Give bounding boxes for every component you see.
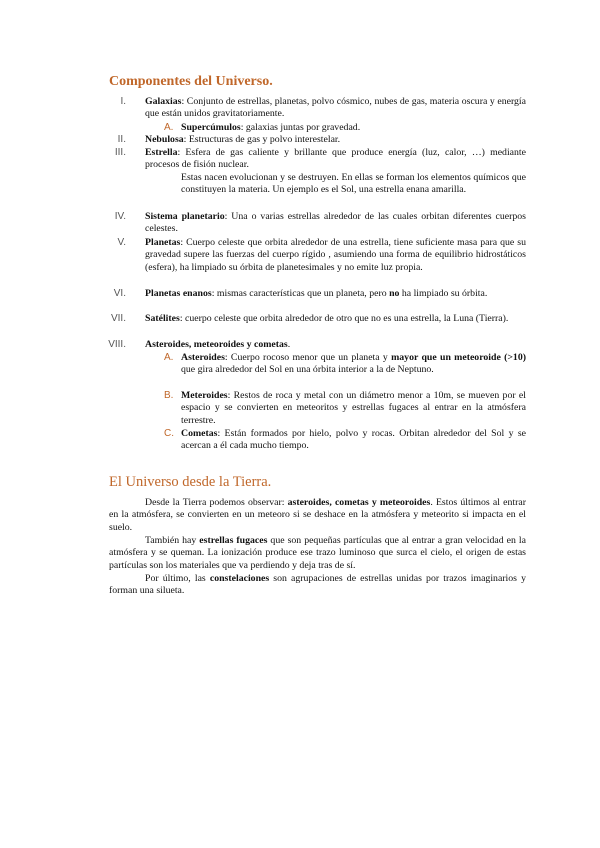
list-item-sistema-planetario bbox=[145, 211, 526, 236]
definition: : Esfera de gas caliente y brillante que produce energía (luz, calor, …) mediante procesos de fisión nuclear. bbox=[145, 147, 526, 171]
list-item-satelites bbox=[145, 313, 526, 325]
term: Cometas bbox=[181, 428, 218, 439]
sub-item-asteroides bbox=[181, 352, 526, 377]
term: Satélites bbox=[145, 313, 180, 324]
text: . Estos últimos al entrar en la atmósfera, se convierten en un meteoro si se deshace en la atmósfera y meteorito si impacta en el suelo. bbox=[109, 497, 526, 533]
definition: : Una o varias estrellas alrededor de las cuales orbitan diferentes cuerpos celestes. bbox=[145, 211, 526, 235]
sub-item-meteroides bbox=[181, 390, 526, 427]
sub-item-cometas bbox=[181, 428, 526, 453]
text: También hay bbox=[145, 535, 200, 546]
definition: que gira alrededor del Sol en una órbita interior a la de Neptuno. bbox=[181, 364, 434, 376]
term: Sistema planetario bbox=[145, 211, 225, 222]
emphasis: no bbox=[389, 288, 400, 299]
sub-letter: B. bbox=[164, 390, 174, 401]
term: Nebulosa bbox=[145, 134, 184, 145]
emphasis: asteroides, cometas y meteoroides bbox=[287, 497, 431, 508]
definition: : Estructuras de gas y polvo interestelar. bbox=[183, 134, 341, 145]
definition: : Conjunto de estrellas, planetas, polvo cósmico, nubes de gas, materia oscura y energía que están unidos gravitatoriamente. bbox=[145, 96, 526, 120]
list-item-planetas bbox=[145, 237, 526, 274]
definition: : Cuerpo celeste que orbita alrededor de una estrella, tiene suficiente masa para que su gravedad supere las fuerzas del cuerpo rígido , asumiendo una forma de equilibrio hidrostáticos (esfera), ha limpiado su órbita de planetesimales y no emite luz propia. bbox=[145, 237, 526, 273]
term: Planetas bbox=[145, 237, 181, 248]
list-item-galaxias bbox=[145, 96, 526, 121]
list-number: I. bbox=[120, 96, 126, 107]
text: que son pequeñas partículas que al entrar a gran velocidad en la atmósfera y se queman. La ionización produce ese trazo luminoso que surca el cielo, el origen de estas partículas son los materiales que va perdiendo y deja tras de sí. bbox=[109, 535, 526, 571]
term: Planetas enanos bbox=[145, 288, 212, 299]
term: Meteroides bbox=[181, 390, 228, 401]
definition: . bbox=[287, 339, 291, 350]
emphasis: estrellas fugaces bbox=[199, 535, 268, 546]
definition: : mismas características que un planeta, pero bbox=[211, 288, 390, 299]
emphasis: constelaciones bbox=[209, 573, 270, 584]
term: Supercúmulos bbox=[181, 122, 241, 133]
list-item-asteroides-meteoroides-cometas bbox=[145, 339, 526, 351]
list-number: III. bbox=[114, 147, 126, 158]
term: Estrella bbox=[145, 147, 178, 158]
estrella-continuation: Estas nacen evolucionan y se destruyen. En ellas se forman los elementos químicos que constituyen la materia. Un ejemplo es el Sol, una estrella enana amarilla. bbox=[181, 172, 526, 196]
term: Asteroides, meteoroides y cometas bbox=[145, 339, 288, 350]
list-number: VII. bbox=[110, 313, 126, 324]
list-number: V. bbox=[117, 237, 126, 248]
list-number: VIII. bbox=[108, 339, 126, 350]
heading-components: Componentes del Universo. bbox=[109, 74, 273, 89]
text: son agrupaciones de estrellas unidas por trazos imaginarios y forman una silueta. bbox=[109, 573, 526, 597]
term: Galaxias bbox=[145, 96, 182, 107]
definition: : Cuerpo rocoso menor que un planeta y bbox=[224, 352, 392, 363]
list-number: IV. bbox=[114, 211, 126, 222]
emphasis: mayor que un meteoroide (>10) bbox=[391, 352, 526, 363]
sub-letter: C. bbox=[164, 428, 174, 439]
text: Desde la Tierra podemos observar: bbox=[145, 497, 288, 508]
list-number: II. bbox=[117, 134, 126, 145]
sub-item-supercumulos bbox=[181, 122, 526, 134]
text: Por último, las bbox=[145, 573, 210, 584]
list-number: VI. bbox=[113, 288, 126, 299]
sub-letter: A. bbox=[164, 352, 174, 363]
term: Asteroides bbox=[181, 352, 225, 363]
definition: : Restos de roca y metal con un diámetro menor a 10m, se mueven por el espacio y se convierten en meteoritos y estrellas fugaces al entrar en la atmósfera terrestre. bbox=[181, 390, 526, 426]
paragraph-observar bbox=[109, 497, 526, 534]
definition: : cuerpo celeste que orbita alrededor de otro que no es una estrella, la Luna (Tierra). bbox=[179, 313, 509, 324]
definition: ha limpiado su órbita. bbox=[399, 288, 488, 299]
paragraph-estrellas-fugaces bbox=[109, 535, 526, 572]
definition: : Están formados por hielo, polvo y rocas. Orbitan alrededor del Sol y se acercan a él cada mucho tiempo. bbox=[181, 428, 526, 452]
definition: : galaxias juntas por gravedad. bbox=[240, 122, 361, 133]
list-item-planetas-enanos bbox=[145, 288, 526, 300]
sub-letter: A. bbox=[164, 122, 174, 133]
list-item-estrella bbox=[145, 147, 526, 172]
heading-universe-from-earth: El Universo desde la Tierra. bbox=[109, 474, 272, 490]
paragraph-constelaciones bbox=[109, 573, 526, 598]
list-item-nebulosa bbox=[145, 134, 526, 146]
